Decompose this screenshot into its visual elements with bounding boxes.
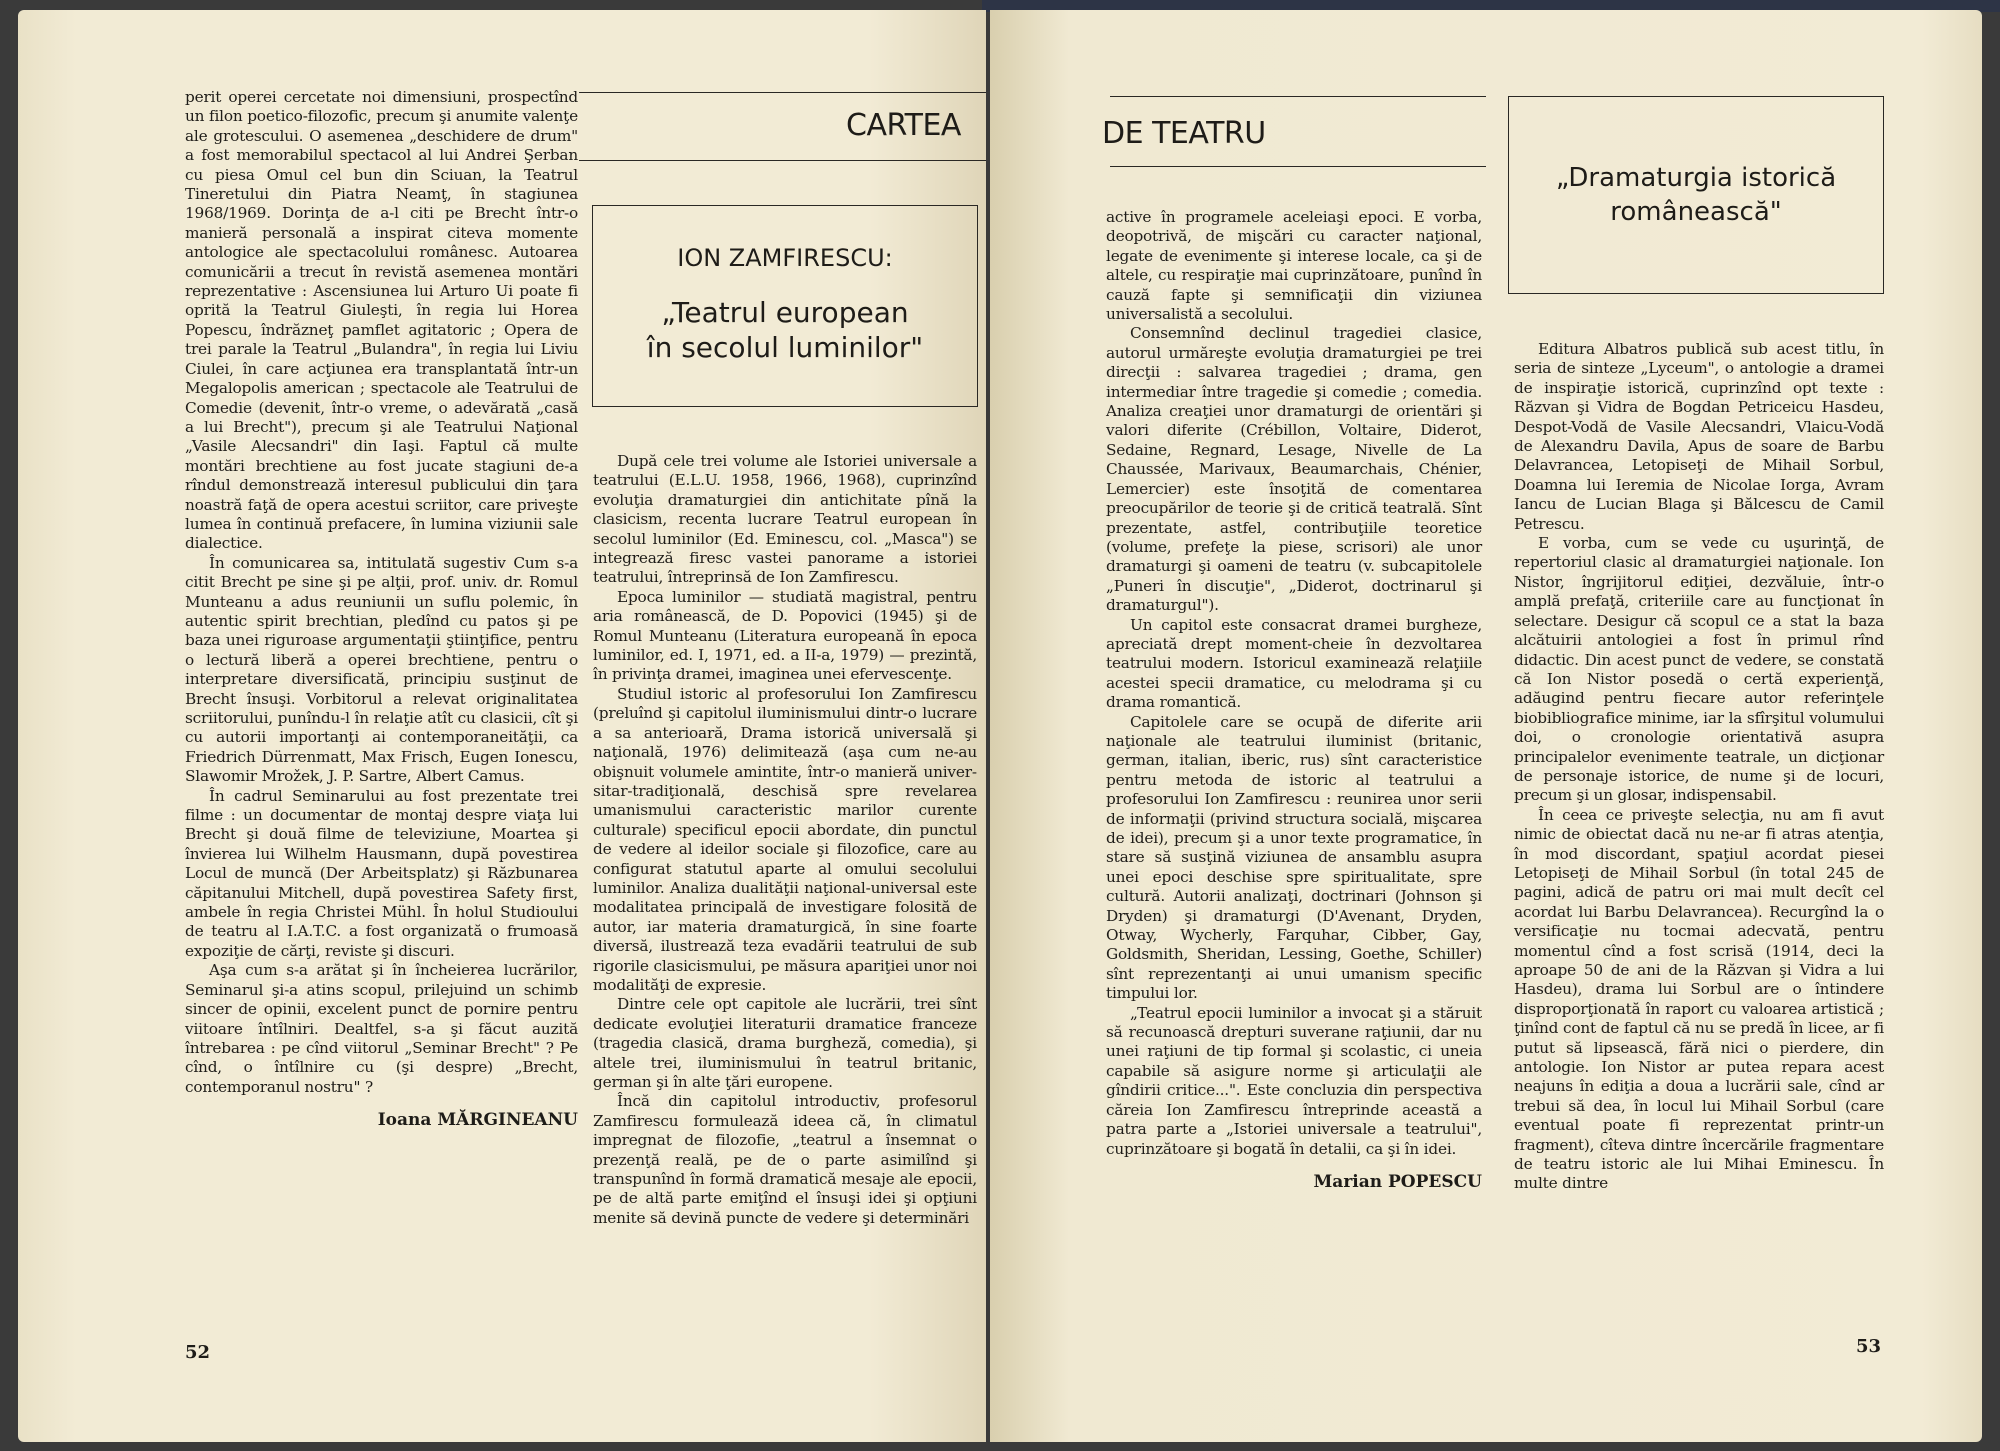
heading-rule-top	[579, 92, 986, 93]
paragraph: După cele trei volume ale Istoriei universale a teatrului (E.L.U. 1958, 1966, 1968), cuprinzînd evoluţia dramaturgiei din antichitate pînă la clasicism, recenta lucrare Teatrul european în secolul luminilor (Ed. Eminescu, col. „Masca") se integrează firesc vastei panorame a istoriei teatrului, întreprinsă de Ion Zamfirescu.	[593, 452, 977, 587]
article-author: Marian POPESCU	[1313, 1171, 1482, 1192]
column-3	[1106, 208, 1482, 1192]
paragraph: Epoca luminilor — studiată magistral, pentru aria românească, de D. Popovici (1945) şi de Romul Munteanu (Literatura europeană în epoca luminilor, ed. I, 1971, ed. a II-a, 1979) — prezintă, în privinţa dramei, imaginea unei efervescenţe.	[593, 587, 977, 684]
book-author: ION ZAMFIRESCU:	[677, 244, 893, 272]
page-number: 52	[185, 1342, 211, 1363]
page-number: 53	[1856, 1336, 1882, 1357]
paragraph: E vorba, cum se vede cu uşurinţă, de repertoriul clasic al dramaturgiei naţionale. Ion Nistor, îngrijitorul ediţiei, dezvăluie, într-o amplă prefaţă, criteriile care au funcţionat în selectare. Desigur că scopul ce a stat la baza alcătuirii antologiei a fost în primul rînd didactic. Din acest punct de vedere, se constată că Ion Nistor posedă o certă experienţă, adăugind pentru fiecare autor referinţele biobibliografice minime, iar la sfîrşitul volumului doi, o cronologie orientativă asupra principalelor evenimente teatrale, un dicţionar de personaje istorice, de nume şi de locuri, precum şi un glosar, indispensabil.	[1514, 534, 1884, 805]
book-title-line: „Dramaturgia istorică	[1555, 163, 1837, 193]
paragraph: Studiul istoric al profesorului Ion Zamfirescu (preluînd şi capitolul iluminismului dintr-o lucrare a sa anterioară, Drama istorică universală şi naţională, 1976) delimitează (aşa cum ne-au obişnuit volumele amintite, într-o manieră universitar-tradiţională, deschisă spre revelarea umanismului caracteristic marilor curente culturale) specificul epocii abordate, din punctul de vedere al ideilor sociale şi filozofice, care au configurat statutul aparte al omului secolului luminilor. Analiza dualităţii naţional-universal este modalitatea principală de investigare folosită de autor, iar materia dramaturgică, în sine foarte diversă, ilustrează teza evadării teatrului de sub rigorile clasicismului, pe măsura apariţiei unor noi modalităţi de expresie.	[593, 684, 977, 994]
paragraph: Aşa cum s-a arătat şi în încheierea lucrărilor, Seminarul şi-a atins scopul, prilejuind un schimb sincer de opinii, excelent punct de pornire pentru viitoare întîlniri. Dealtfel, s-a şi făcut auzită întrebarea : pe cînd viitorul „Seminar Brecht" ? Pe cînd, o întîlnire cu (şi despre) „Brecht, contemporanul nostru" ?	[185, 961, 578, 1096]
heading-rule-top	[1110, 96, 1486, 97]
heading-rule-bottom	[579, 160, 986, 161]
paragraph: Capitolele care se ocupă de diferite arii naţionale ale teatrului iluminist (britanic, german, italian, iberic, rus) sînt caracteristice pentru metoda de istoric al teatrului a profesorului Ion Zamfirescu : reunirea unor serii de informaţii (privind structura socială, mişcarea de idei), precum şi a unor texte programatice, în stare să susţină viziunea de ansamblu asupra unei epoci deschise spre spiritualitate, spre cultură. Autorii analizaţi, doctrinari (Johnson şi Dryden) şi dramaturgi (D'Avenant, Dryden, Otway, Wycherly, Farquhar, Cibber, Gay, Goldsmith, Sheridan, Lessing, Goethe, Schiller) sînt reprezentanţi ai unui umanism specific timpului lor.	[1106, 712, 1482, 1003]
heading-rule-bottom	[1110, 166, 1486, 167]
paragraph: „Teatrul epocii luminilor a invocat şi a stăruit să recunoască drepturi suverane raţiunii, dar nu unei raţiuni de tip formal şi scolastic, ci uneia capabile să asigure norme şi articulaţii ale gîndirii critice...". Este concluzia din perspectiva căreia Ion Zamfirescu întreprinde această a patra parte a „Istoriei universale a teatrului", cuprinzătoare şi bogată în detalii, ca şi în idei.	[1106, 1003, 1482, 1158]
paragraph: În ceea ce priveşte selecţia, nu am fi avut nimic de obiectat dacă nu ne-ar fi atras atenţia, în mod discordant, spaţiul acordat piesei Letopiseţi de Mihail Sorbul (în total 245 de pagini, adică de patru ori mai mult decît cel acordat lui Barbu Delavrancea). Recurgînd la o versificaţie nu tocmai adecvată, pentru momentul cînd a fost scrisă (1914, deci la aproape 50 de ani de la Răzvan şi Vidra a lui Hasdeu), drama lui Sorbul are o întindere disproporţionată în raport cu valoarea artistică ; ţinînd cont de faptul că nu se predă în licee, ar fi putut să lipsească, fără nici o pierdere, din antologie. Ion Nistor ar putea repara acest neajuns în ediţia a doua a lucrării sale, cînd ar trebui să dea, în locul lui Mihail Sorbul (care eventual poate fi reprezentat printr-un fragment), cîteva dintre încercările fragmentare de teatru istoric ale lui Mihai Eminescu. În multe dintre	[1514, 805, 1884, 1193]
section-heading-de-teatru: DE TEATRU	[1102, 116, 1266, 151]
paragraph: În cadrul Seminarului au fost prezentate trei filme : un documentar de montaj despre viaţa lui Brecht şi două filme de televiziune, Moartea şi învierea lui Wilhelm Hausmann, după povestirea Locul de muncă (Der Arbeitsplatz) şi Răzbunarea căpitanului Mitchell, după povestirea Safety first, ambele în regia Christei Mühl. În holul Studioului de teatru al I.A.T.C. a fost organizată o frumoasă expoziţie de cărţi, reviste şi discuri.	[185, 786, 578, 960]
book-title-line: „Teatrul european	[661, 296, 909, 329]
paragraph: Dintre cele opt capitole ale lucrării, trei sînt dedicate evoluţiei literaturii dramatice franceze (tragedia clasică, drama burgheză, comedia), şi altele trei, iluminismului în teatrul britanic, german şi în alte ţări europene.	[593, 995, 977, 1091]
paragraph: În comunicarea sa, intitulată sugestiv Cum s-a citit Brecht pe sine şi pe alţii, prof. univ. dr. Romul Munteanu a adus reuniunii un suflu polemic, în autentic spirit brechtian, pledînd cu patos şi pe baza unei riguroase argumentaţii ştiinţifice, pentru o lectură liberă a operei brechtiene, pentru o interpretare diversificată, principiu susţinut de Brecht însuşi. Vorbitorul a relevat originalitatea scriitorului, punîndu-l în relaţie atît cu clasicii, cît şi cu autorii importanţi ai contemporaneităţii, ca Friedrich Dürrenmatt, Max Frisch, Eugen Ionescu, Slawomir Mrožek, J. P. Sartre, Albert Camus.	[185, 553, 578, 786]
paragraph: perit operei cercetate noi dimensiuni, prospectînd un filon poetico-filozofic, precum şi anumite valenţe ale grotescului. O asemenea „deschidere de drum" a fost memorabilul spectacol al lui Andrei Şerban cu piesa Omul cel bun din Sciuan, la Teatrul Tineretului din Piatra Neamţ, în stagiunea 1968/1969. Dorinţa de a-l citi pe Brecht într-o manieră personală a inspirat citeva momente antologice ale spectacolului românesc. Autoarea comunicării a trecut în revistă asemenea montări reprezentative : Ascensiunea lui Arturo Ui poate fi oprită la Teatrul Giuleşti, în regia lui Horea Popescu, îndrăzneţ pamflet agitatoric ; Opera de trei parale la Teatrul „Bulandra", în regia lui Liviu Ciulei, în care acţiunea era transplantată într-un Megalopolis american ; spectacole ale Teatrului de Comedie (devenit, într-o vreme, o adevărată „casă a lui Brecht"), precum şi ale Teatrului Naţional „Vasile Alecsandri" din Iaşi. Faptul că multe montări brechtiene au fost jucate stagiuni de-a rîndul demonstrează interesul publicului din ţara noastră faţă de opera acestui scriitor, care priveşte lumea în continuă prefacere, în lumina viziunii sale dialectice.	[185, 88, 578, 553]
paragraph: Editura Albatros publică sub acest titlu, în seria de sinteze „Lyceum", o antologie a dramei de inspiraţie istorică, cuprinzînd opt texte : Răzvan şi Vidra de Bogdan Petriceicu Hasdeu, Despot-Vodă de Vasile Alecsandri, Vlaicu-Vodă de Alexandru Davila, Apus de soare de Barbu Delavrancea, Letopiseţi de Mihail Sorbul, Doamna lui Ieremia de Nicolae Iorga, Avram Iancu de Lucian Blaga şi Bălcescu de Camil Petrescu.	[1514, 340, 1884, 533]
column-2	[593, 452, 977, 1228]
book-title-box	[592, 205, 978, 407]
column-1	[185, 88, 578, 1131]
paragraph: Încă din capitolul introductiv, profesorul Zamfirescu formulează ideea că, în climatul impregnat de filozofie, „teatrul a însemnat o prezenţă reală, pe de o parte asimilînd şi transpunînd în formă dramatică mesaje ale epocii, pe de altă parte emiţînd el însuşi idei şi opţiuni menite să devină puncte de vedere şi determinări	[593, 1092, 977, 1227]
left-page	[18, 10, 986, 1442]
article-author: Ioana MĂRGINEANU	[377, 1110, 578, 1131]
book-title-line: în secolul luminilor"	[646, 331, 924, 364]
section-heading-cartea: CARTEA	[846, 108, 961, 143]
column-4	[1514, 340, 1884, 1194]
paragraph: active în programele aceleiaşi epoci. E vorba, deopotrivă, de mişcări cu caracter naţional, legate de evenimente şi interese locale, ca şi de altele, cu respiraţie mai cuprinzătoare, punînd în cauză fapte şi semnificaţii din viziunea universalistă a secolului.	[1106, 208, 1482, 324]
paragraph: Un capitol este consacrat dramei burgheze, apreciată drept moment-cheie în dezvoltarea teatrului modern. Istoricul examinează relaţiile acestei specii dramatice, cu melodrama şi cu drama romantică.	[1106, 615, 1482, 712]
paragraph: Consemnînd declinul tragediei clasice, autorul urmăreşte evoluţia dramaturgiei pe trei direcţii : salvarea tragediei ; drama, gen intermediar între tragedie şi comedie ; comedia. Analiza creaţiei unor dramaturgi de orientări şi valori diferite (Crébillon, Voltaire, Diderot, Sedaine, Regnard, Lesage, Nivelle de La Chaussée, Marivaux, Beaumarchais, Chénier, Lemercier) este însoţită de comentarea preocupărilor de teorie şi de critică teatrală. Sînt prezentate, astfel, contribuţiile teoretice (volume, prefeţe la piese, scrisori) ale unor dramaturgi şi oameni de teatru (v. subcapitolele „Puneri în discuţie", „Diderot, doctrinarul şi dramaturgul").	[1106, 324, 1482, 615]
book-title-line: românească"	[1610, 197, 1782, 227]
book-title-box	[1508, 96, 1884, 294]
right-page	[990, 10, 1982, 1442]
